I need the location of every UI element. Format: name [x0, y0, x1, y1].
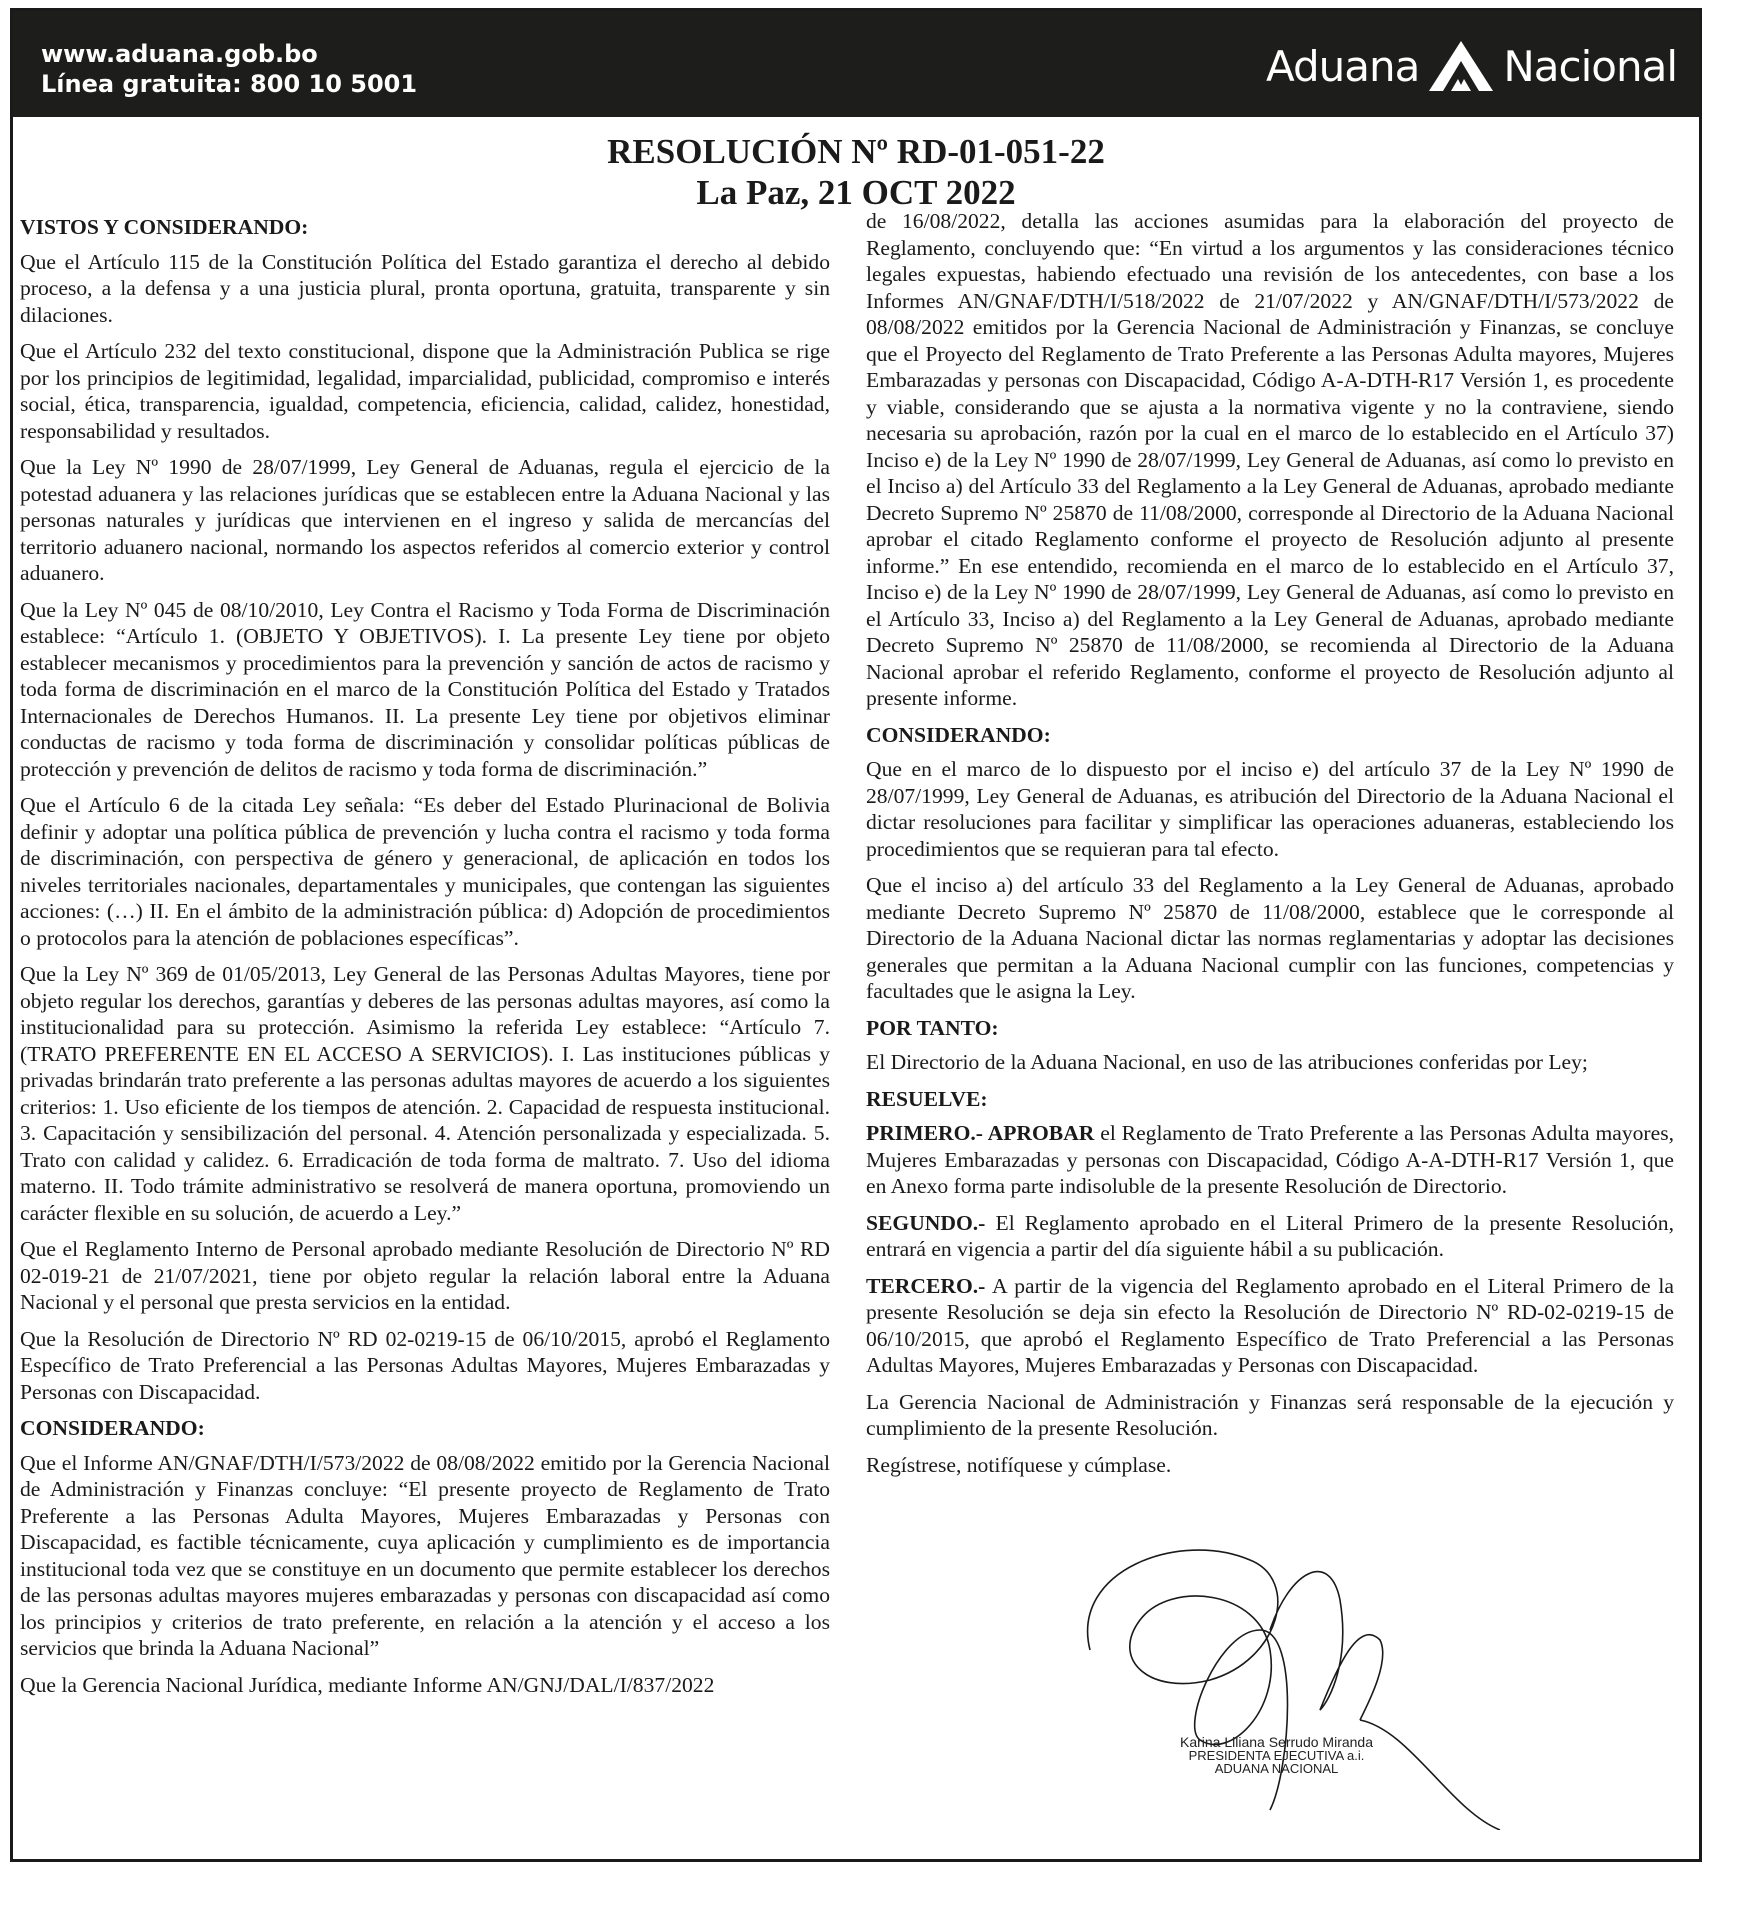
paragraph: Que el inciso a) del artículo 33 del Reglamento a la Ley General de Aduanas, aprobado mediante Decreto Supremo Nº 25870 de 11/08/2000, establece que le corresponde al Directorio de la Aduana Nacional dictar las normas reglamentarias y adoptar las decisiones generales que permitan a la Aduana Nacional cumplir con las funciones, competencias y facultades que le asigna la Ley.: [866, 873, 1674, 1003]
article-text: el Reglamento de Trato Preferente a las Personas Adulta mayores, Mujeres Embarazadas y personas con Discapacidad, Código A-A-DTH-R17 Versión 1, que en Anexo forma parte indisoluble de la presente Resolución de Directorio.: [866, 1121, 1674, 1198]
article-primero: [866, 1120, 1674, 1200]
website-url[interactable]: www.aduana.gob.bo: [41, 40, 318, 68]
resolution-title: RESOLUCIÓN Nº RD-01-051-22: [607, 132, 1105, 171]
paragraph: Que la Ley Nº 1990 de 28/07/1999, Ley General de Aduanas, regula el ejercicio de la potestad aduanera y las relaciones jurídicas que se establecen entre la Aduana Nacional y las personas naturales y jurídicas que intervienen en el ingreso y salida de mercancías del territorio aduanero nacional, normando los aspectos referidos al comercio exterior y control aduanero.: [20, 455, 830, 585]
title-block: [13, 131, 1699, 213]
contact-block: [41, 39, 417, 99]
paragraph: Que la Ley Nº 369 de 01/05/2013, Ley General de las Personas Adultas Mayores, tiene por objeto regular los derechos, garantías y deberes de las personas adultas mayores, así como la institucionalidad para su protección. Asimismo la referida Ley establece: “Artículo 7. (TRATO PREFERENTE EN EL ACCESO A SERVICIOS). I. Las instituciones públicas y privadas brindarán trato preferente a las personas adultas mayores de acuerdo a los siguientes criterios: 1. Uso eficiente de los tiempos de atención. 2. Capacidad de respuesta institucional. 3. Capacitación y sensibilización del personal. 4. Atención personalizada y especializada. 5. Trato con calidad y calidez. 6. Erradicación de toda forma de maltrato. 7. Uso del idioma materno. II. Todo trámite administrativo se resolverá de manera oportuna, promoviendo un carácter flexible en su solución, de acuerdo a Ley.”: [20, 962, 830, 1225]
article-tercero: [866, 1273, 1674, 1379]
paragraph: La Gerencia Nacional de Administración y Finanzas será responsable de la ejecución y cumplimiento de la presente Resolución.: [866, 1389, 1674, 1440]
heading-por-tanto: POR TANTO:: [866, 1015, 999, 1040]
paragraph: Que el Artículo 6 de la citada Ley señala: “Es deber del Estado Plurinacional de Bolivia definir y adoptar una política pública de prevención y lucha contra el racismo y toda forma de discriminación, con perspectiva de género y generacional, de aplicación en todos los niveles territoriales nacionales, departamentales y municipales, que contengan las siguientes acciones: (…) II. En el ámbito de la administración pública: d) Adopción de procedimientos o protocolos para la atención de poblaciones específicas”.: [20, 793, 830, 950]
header-bar: [13, 11, 1699, 117]
article-text: El Reglamento aprobado en el Literal Primero de la presente Resolución, entrará en vigencia a partir del día siguiente hábil a su publicación.: [866, 1210, 1674, 1261]
signer-entity: ADUANA NACIONAL: [1214, 1761, 1339, 1776]
paragraph: Que en el marco de lo dispuesto por el inciso e) del artículo 37 de la Ley Nº 1990 de 28/07/1999, Ley General de Aduanas, es atribución del Directorio de la Aduana Nacional el dictar resoluciones para facilitar y simplificar las operaciones aduaneras, estableciendo los procedimientos que se requieran para tal efecto.: [866, 757, 1674, 861]
signer-name: Karina Liliana Serrudo Miranda: [1180, 1734, 1373, 1750]
paragraph: Que el Artículo 115 de la Constitución Política del Estado garantiza el derecho al debido proceso, a la defensa y a una justicia plural, pronta oportuna, gratuita, transparente y sin dilaciones.: [20, 249, 830, 327]
heading-considerando: CONSIDERANDO:: [866, 722, 1051, 747]
paragraph: Que el Artículo 232 del texto constitucional, dispone que la Administración Publica se rige por los principios de legitimidad, legalidad, imparcialidad, publicidad, compromiso e interés social, ética, transparencia, igualdad, competencia, eficiencia, calidad, calidez, honestidad, responsabilidad y resultados.: [20, 339, 830, 443]
paragraph: Que el Informe AN/GNAF/DTH/I/573/2022 de 08/08/2022 emitido por la Gerencia Nacional de Administración y Finanzas concluye: “El presente proyecto de Reglamento de Trato Preferente a las Personas Adulta Mayores, Mujeres Embarazadas y Personas con Discapacidad, es factible técnicamente, cuya aplicación y cumplimiento es de importancia institucional toda vez que se constituye en un documento que permite establecer los derechos de las personas adultas mayores mujeres embarazadas y personas con discapacidad así como los principios y criterios de trato preferente, en relación a la atención y el acceso a los servicios que brinda la Aduana Nacional”: [20, 1450, 830, 1660]
heading-considerando: CONSIDERANDO:: [20, 1416, 205, 1440]
right-column: [866, 208, 1674, 1488]
left-column: [20, 212, 830, 1708]
signature-caption: [1180, 1736, 1373, 1775]
signer-role: PRESIDENTA EJECUTIVA a.i.: [1188, 1748, 1365, 1763]
heading-resuelve: RESUELVE:: [866, 1086, 988, 1111]
hotline: Línea gratuita: 800 10 5001: [41, 70, 418, 98]
paragraph: Que la Resolución de Directorio Nº RD 02-0219-15 de 06/10/2015, aprobó el Reglamento Específico de Trato Preferencial a las Personas Adultas Mayores, Mujeres Embarazadas y Personas con Discapacidad.: [20, 1326, 830, 1404]
logo-text-right: Nacional: [1503, 41, 1677, 91]
paragraph: Que la Gerencia Nacional Jurídica, mediante Informe AN/GNJ/DAL/I/837/2022: [20, 1672, 715, 1697]
logo-mountain-icon: [1429, 41, 1493, 91]
article-text: A partir de la vigencia del Reglamento aprobado en el Literal Primero de la presente Resolución se deja sin efecto la Resolución de Directorio Nº RD-02-0219-15 de 06/10/2015, que aprobó el Reglamento Específico de Trato Preferencial a las Personas Adultas Mayores, Mujeres Embarazadas y Personas con Discapacidad.: [866, 1273, 1674, 1377]
logo-text-left: Aduana: [1265, 41, 1420, 91]
heading-vistos: VISTOS Y CONSIDERANDO:: [20, 215, 309, 239]
aduana-logo: [1266, 33, 1677, 99]
paragraph: El Directorio de la Aduana Nacional, en uso de las atribuciones conferidas por Ley;: [866, 1050, 1588, 1074]
signature-scribble: [1030, 1510, 1550, 1830]
article-label: PRIMERO.- APROBAR: [866, 1121, 1095, 1145]
paragraph: Que el Reglamento Interno de Personal aprobado mediante Resolución de Directorio Nº RD 02-019-21 de 21/07/2021, tiene por objeto regular la relación laboral entre la Aduana Nacional y el personal que presta servicios en la entidad.: [20, 1237, 830, 1314]
place-date: La Paz, 21 OCT 2022: [696, 173, 1016, 212]
paragraph: Que la Ley Nº 045 de 08/10/2010, Ley Contra el Racismo y Toda Forma de Discriminación establece: “Artículo 1. (OBJETO Y OBJETIVOS). I. La presente Ley tiene por objeto establecer mecanismos y procedimientos para la prevención y sanción de actos de racismo y toda forma de discriminación en el marco de la Constitución Política del Estado y Tratados Internacionales de Derechos Humanos. II. La presente Ley tiene por objetivos eliminar conductas de racismo y toda forma de discriminación y consolidar políticas públicas de protección y prevención de delitos de racismo y toda forma de discriminación.”: [20, 597, 830, 781]
article-segundo: [866, 1210, 1674, 1263]
paragraph: Regístrese, notifíquese y cúmplase.: [866, 1452, 1172, 1477]
article-label: SEGUNDO.-: [866, 1210, 986, 1235]
article-label: TERCERO.-: [866, 1273, 986, 1298]
paragraph: de 16/08/2022, detalla las acciones asumidas para la elaboración del proyecto de Reglamento, concluyendo que: “En virtud a los argumentos y las consideraciones técnico legales expuestas, habiendo efectuado una revisión de los antecedentes, con base a los Informes AN/GNAF/DTH/I/518/2022 de 21/07/2022 y AN/GNAF/DTH/I/573/2022 de 08/08/2022 emitidos por la Gerencia Nacional de Administración y Finanzas, se concluye que el Proyecto del Reglamento de Trato Preferente a las Personas Adulta mayores, Mujeres Embarazadas y personas con Discapacidad, Código A-A-DTH-R17 Versión 1, es procedente y viable, considerando que se ajusta a la normativa vigente y no la contraviene, siendo necesaria su aprobación, razón por la cual en el marco de lo establecido en el Artículo 37) Inciso e) de la Ley Nº 1990 de 28/07/1999, Ley General de Aduanas, así como lo previsto en el Inciso a) del Artículo 33 del Reglamento a la Ley General de Aduanas, aprobado mediante Decreto Supremo Nº 25870 de 11/08/2000, corresponde al Directorio de la Aduana Nacional aprobar el citado Reglamento conforme el proyecto de Resolución adjunto al presente informe.” En ese entendido, recomienda en el marco de lo establecido en el Artículo 37, Inciso e) de la Ley Nº 1990 de 28/07/1999, Ley General de Aduanas, así como lo previsto en el Artículo 33, Inciso a) del Reglamento a la Ley General de Aduanas, aprobado mediante Decreto Supremo Nº 25870 de 11/08/2000, se recomienda al Directorio de la Aduana Nacional aprobar el referido Reglamento, conforme el proyecto de Resolución adjunto al presente informe.: [866, 209, 1674, 710]
